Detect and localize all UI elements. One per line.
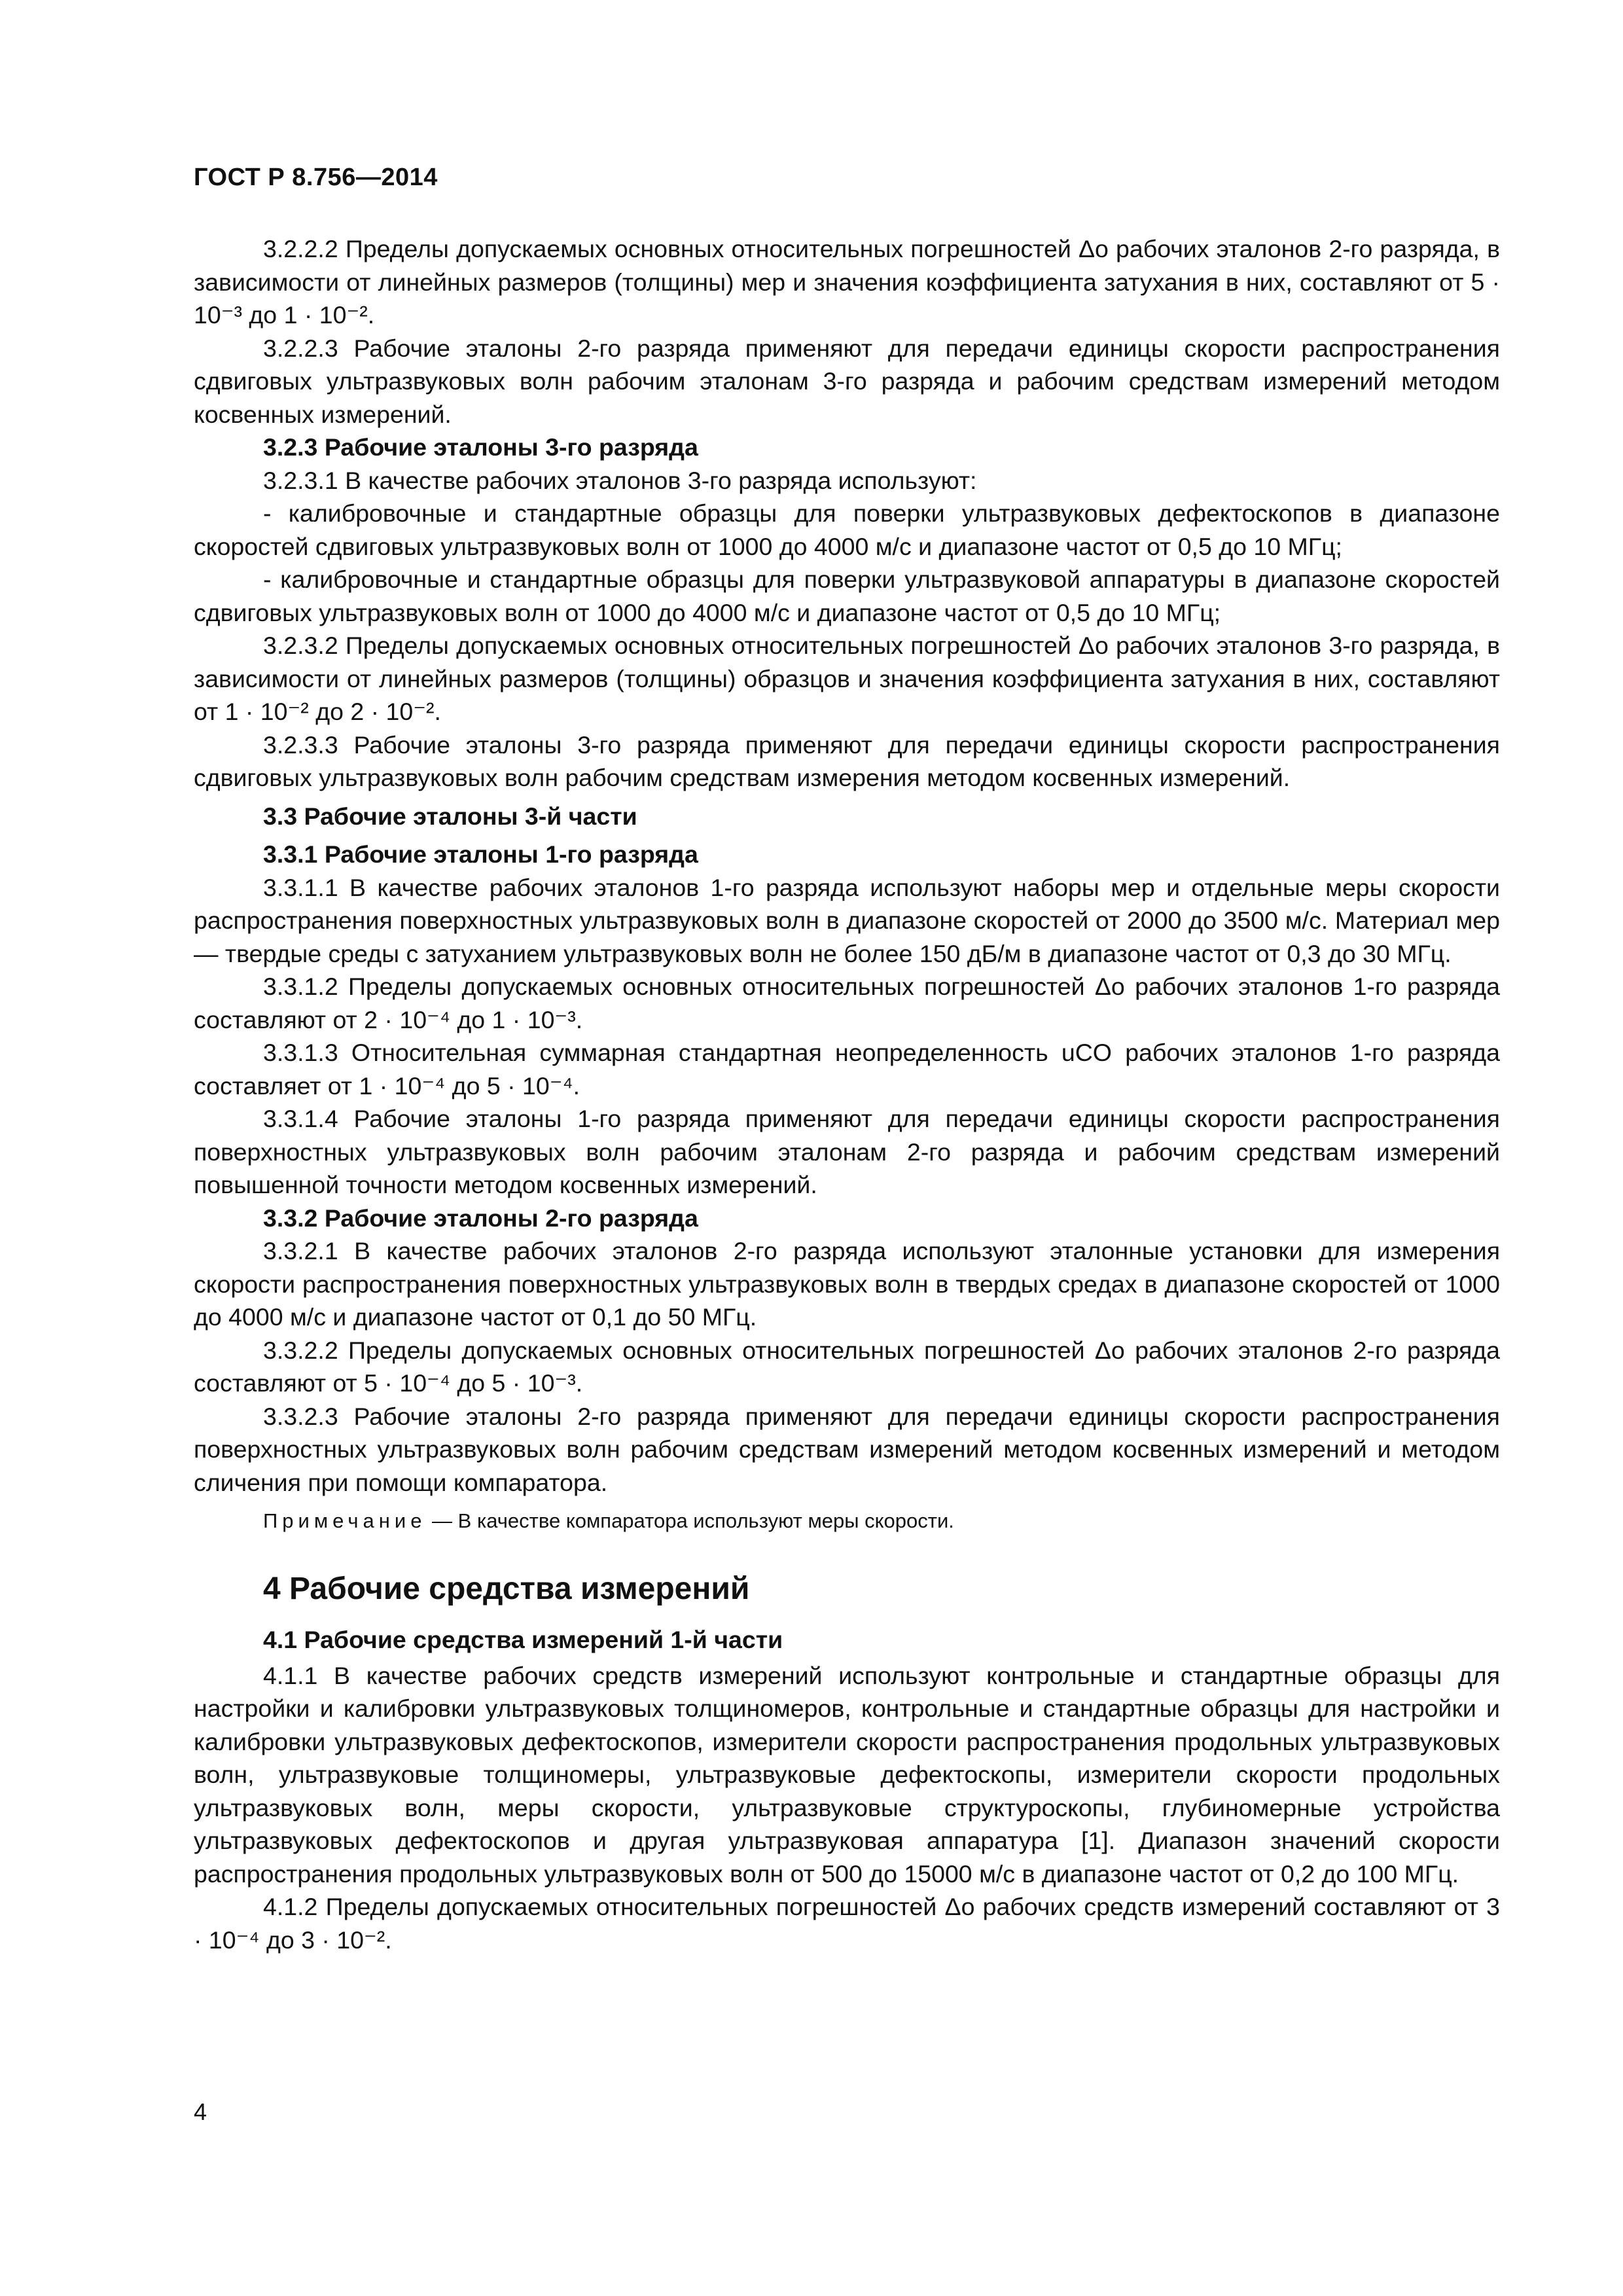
subsection-heading: 3.3 Рабочие эталоны 3-й части bbox=[263, 802, 637, 830]
note-label: Примечание bbox=[263, 1509, 427, 1532]
paragraph: 3.3.2.2 Пределы допускаемых основных относительных погрешностей Δо рабочих эталонов 2-го разряда составляют от 5 · 10⁻⁴ до 5 · 10⁻³. bbox=[194, 1336, 1500, 1397]
document-body bbox=[194, 232, 1500, 1956]
paragraph: 3.3.1.1 В качестве рабочих эталонов 1-го разряда используют наборы мер и отдельные меры скорости распространения поверхностных ультразвуковых волн в диапазоне скоростей от 2000 до 3500 м/с. Материал мер — твердые среды с затуханием ультразвуковых волн не более 150 дБ/м в диапазоне частот от 0,3 до 30 МГц. bbox=[194, 873, 1500, 967]
paragraph: 3.2.2.3 Рабочие эталоны 2-го разряда применяют для передачи единицы скорости распространения сдвиговых ультразвуковых волн рабочим эталонам 3-го разряда и рабочим средствам измерений методом косвенных измерений. bbox=[194, 334, 1500, 428]
subsection-heading: 3.3.1 Рабочие эталоны 1-го разряда bbox=[263, 840, 698, 868]
note bbox=[194, 1507, 1500, 1535]
subsection-heading: 3.3.2 Рабочие эталоны 2-го разряда bbox=[263, 1204, 698, 1232]
paragraph: 3.2.2.2 Пределы допускаемых основных относительных погрешностей Δо рабочих эталонов 2-го разряда, в зависимости от линейных размеров (толщины) мер и значения коэффициента затухания в них, составляют от 5 · 10⁻³ до 1 · 10⁻². bbox=[194, 235, 1500, 329]
paragraph: 4.1.2 Пределы допускаемых относительных погрешностей Δо рабочих средств измерений составляют от 3 · 10⁻⁴ до 3 · 10⁻². bbox=[194, 1893, 1500, 1954]
subsection-heading: 4.1 Рабочие средства измерений 1-й части bbox=[263, 1626, 783, 1653]
document-header-id: ГОСТ Р 8.756—2014 bbox=[194, 164, 438, 191]
paragraph: 3.2.3.2 Пределы допускаемых основных относительных погрешностей Δо рабочих эталонов 3-го разряда, в зависимости от линейных размеров (толщины) образцов и значения коэффициента затухания в них, составляют от 1 · 10⁻² до 2 · 10⁻². bbox=[194, 632, 1500, 725]
paragraph: 3.3.2.3 Рабочие эталоны 2-го разряда применяют для передачи единицы скорости распространения поверхностных ультразвуковых волн рабочим средствам измерений методом косвенных измерений и методом сличения при помощи компаратора. bbox=[194, 1402, 1500, 1496]
paragraph: 3.2.3.1 В качестве рабочих эталонов 3-го разряда используют: bbox=[263, 466, 977, 494]
section-heading: 4 Рабочие средства измерений bbox=[263, 1571, 750, 1606]
paragraph: 3.3.1.3 Относительная суммарная стандартная неопределенность uCO рабочих эталонов 1-го разряда составляет от 1 · 10⁻⁴ до 5 · 10⁻⁴. bbox=[194, 1039, 1500, 1100]
note-text: — В качестве компаратора используют меры скорости. bbox=[426, 1509, 954, 1532]
paragraph: 3.2.3.3 Рабочие эталоны 3-го разряда применяют для передачи единицы скорости распространения сдвиговых ультразвуковых волн рабочим средствам измерения методом косвенных измерений. bbox=[194, 730, 1500, 791]
paragraph: 4.1.1 В качестве рабочих средств измерений используют контрольные и стандартные образцы для настройки и калибровки ультразвуковых толщиномеров, контрольные и стандартные образцы для настройки и калибровки ультразвуковых дефектоскопов, измерители скорости распространения продольных ультразвуковых волн, ультразвуковые толщиномеры, ультразвуковые дефектоскопы, измерители скорости продольных ультразвуковых волн, меры скорости, ультразвуковые структуроскопы, глубиномерные устройства ультразвуковых дефектоскопов и другая ультразвуковая аппаратура [1]. Диапазон значений скорости распространения продольных ультразвуковых волн от 500 до 15000 м/с в диапазоне частот от 0,2 до 100 МГц. bbox=[194, 1661, 1500, 1888]
paragraph: 3.3.2.1 В качестве рабочих эталонов 2-го разряда используют эталонные установки для измерения скорости распространения поверхностных ультразвуковых волн в твердых средах в диапазоне скоростей от 1000 до 4000 м/с и диапазоне частот от 0,1 до 50 МГц. bbox=[194, 1237, 1500, 1331]
list-item: - калибровочные и стандартные образцы для поверки ультразвуковой аппаратуры в диапазоне скоростей сдвиговых ультразвуковых волн от 1000 до 4000 м/с и диапазоне частот от 0,5 до 10 МГц; bbox=[194, 565, 1500, 626]
paragraph: 3.3.1.4 Рабочие эталоны 1-го разряда применяют для передачи единицы скорости распространения поверхностных ультразвуковых волн рабочим эталонам 2-го разряда и рабочим средствам измерений повышенной точности методом косвенных измерений. bbox=[194, 1105, 1500, 1198]
list-item: - калибровочные и стандартные образцы для поверки ультразвуковых дефектоскопов в диапазоне скоростей сдвиговых ультразвуковых волн от 1000 до 4000 м/с и диапазоне частот от 0,5 до 10 МГц; bbox=[194, 499, 1500, 560]
paragraph: 3.3.1.2 Пределы допускаемых основных относительных погрешностей Δо рабочих эталонов 1-го разряда составляют от 2 · 10⁻⁴ до 1 · 10⁻³. bbox=[194, 973, 1500, 1033]
subsection-heading: 3.2.3 Рабочие эталоны 3-го разряда bbox=[263, 433, 698, 461]
page-number: 4 bbox=[194, 2098, 207, 2125]
